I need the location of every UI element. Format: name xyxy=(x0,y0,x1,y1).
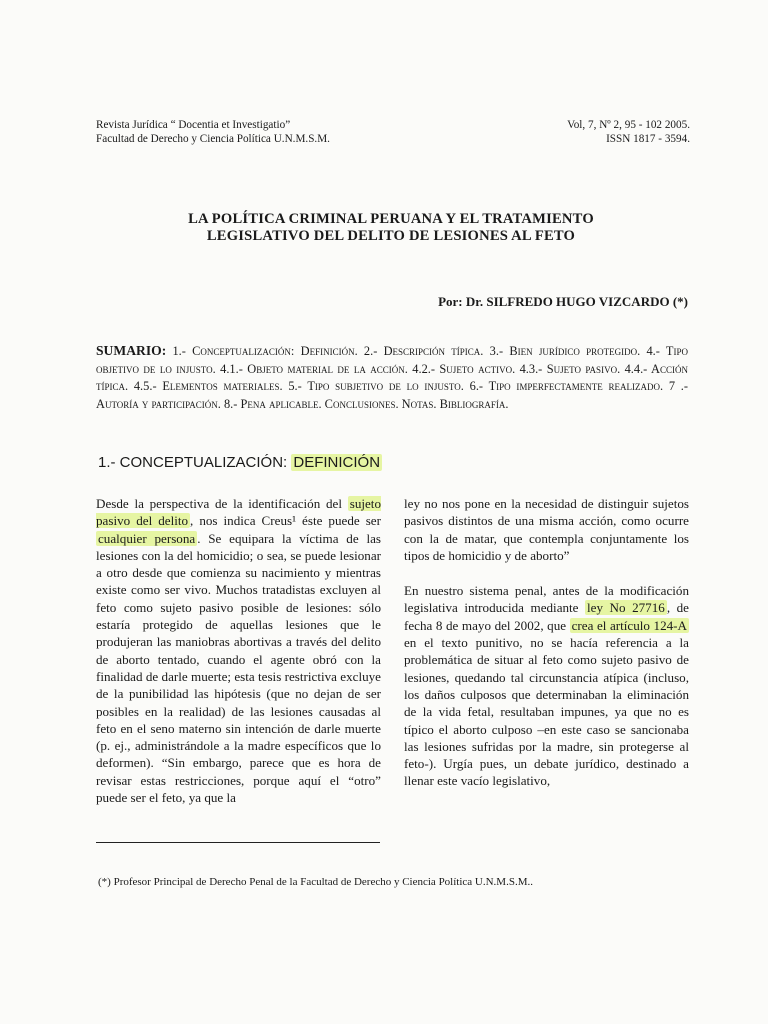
summary-label: SUMARIO: xyxy=(96,343,167,358)
volume-info xyxy=(567,118,690,146)
section-number: 1.- CONCEPTUALIZACIÓN: xyxy=(98,454,292,471)
title-line-1: LA POLÍTICA CRIMINAL PERUANA Y EL TRATAMIENTO xyxy=(188,211,594,227)
paragraph xyxy=(96,495,381,806)
text-span: Desde la perspectiva de la identificación del xyxy=(96,496,348,511)
article-title xyxy=(96,211,686,245)
text-span: . Se equipara la víctima de las lesiones con la del homicidio; o sea, se puede lesionar a otro desde que comienza su nacimiento y mientras existe como ser vivo. Muchos tratadistas excluyen al feto como sujeto pasivo posible de lesiones: sólo estaría protegido de aquellas lesiones que le produjeran las maniobras abortivas a través del delito de aborto tentado, cuando el agente obró con la finalidad de darle muerte; esta tesis restrictiva excluye de la punibilidad las hipótesis (que no dejan de ser posibles en la realidad) de las lesiones causadas al feto en el seno materno sin intención de darle muerte (p. ej., administrándole a la madre específicos que lo deformen). “Sin embargo, parece que es hora de revisar estas restricciones, porque aquí el “otro” puede ser el feto, ya que la xyxy=(96,530,381,806)
author-line: Por: Dr. SILFREDO HUGO VIZCARDO (*) xyxy=(438,294,688,309)
volume-pages: Vol, 7, Nº 2, 95 - 102 2005. xyxy=(567,119,690,131)
text-span: En nuestro sistema penal, antes de la modificación legislativa introducida mediante xyxy=(404,583,689,616)
text-span: en el texto punitivo, no se hacía referencia a la problemática de situar al feto como sujeto pasivo de lesiones, quedando tal circunstancia atípica (incluso, los daños culposos que determinaban la eliminación de la vida fetal, resultaban impunes, ya que no es típico el aborto culposo –en este caso se sancionaba las lesiones sufridas por la madre, sin protegerse al feto-). Urgía pues, un debate jurídico, destinado a llenar este vacío legislativo, xyxy=(404,635,689,789)
journal-header xyxy=(96,118,330,146)
issn: ISSN 1817 - 3594. xyxy=(606,133,690,145)
left-column xyxy=(96,495,381,806)
text-span: , nos indica Creus¹ éste puede ser xyxy=(190,513,381,529)
highlighted-text: ley No 27716 xyxy=(587,600,665,616)
section-highlight: DEFINICIÓN xyxy=(293,454,381,471)
paragraph xyxy=(404,582,689,790)
text-span: , de fecha 8 de mayo del 2002, que xyxy=(404,600,689,633)
journal-name: Revista Jurídica “ Docentia et Investigatio” xyxy=(96,119,291,131)
footnote-divider xyxy=(96,842,380,843)
highlighted-text: cualquier persona xyxy=(98,530,196,546)
right-column xyxy=(404,495,689,790)
summary-text: 1.- Conceptualización: Definición. 2.- Descripción típica. 3.- Bien jurídico protegido. 4.- Tipo objetivo de lo injusto. 4.1.- Objeto material de la acción. 4.2.- Sujeto activo. 4.3.- Sujeto pasivo. 4.4.- Acción típica. 4.5.- Elementos materiales. 5.- Tipo subjetivo de lo injusto. 6.- Tipo imperfectamente realizado. 7 .- Autoría y participación. 8.- Pena aplicable. Conclusiones. Notas. Bibliografía. xyxy=(96,344,688,411)
footnote: (*) Profesor Principal de Derecho Penal de la Facultad de Derecho y Ciencia Política U.N.M.S.M.. xyxy=(98,876,533,888)
paragraph: ley no nos pone en la necesidad de distinguir sujetos pasivos distintos de una misma acción, como ocurre con la de matar, que contempla conjuntamente los tipos de homicidio y de aborto” xyxy=(404,496,689,563)
title-line-2: LEGISLATIVO DEL DELITO DE LESIONES AL FETO xyxy=(206,228,576,244)
highlighted-text: sujeto pasivo del delito xyxy=(96,496,381,529)
summary xyxy=(96,342,688,413)
faculty-name: Facultad de Derecho y Ciencia Política U.N.M.S.M. xyxy=(96,133,330,145)
section-heading xyxy=(98,454,382,471)
highlighted-text: crea el artículo 124-A xyxy=(571,617,687,633)
